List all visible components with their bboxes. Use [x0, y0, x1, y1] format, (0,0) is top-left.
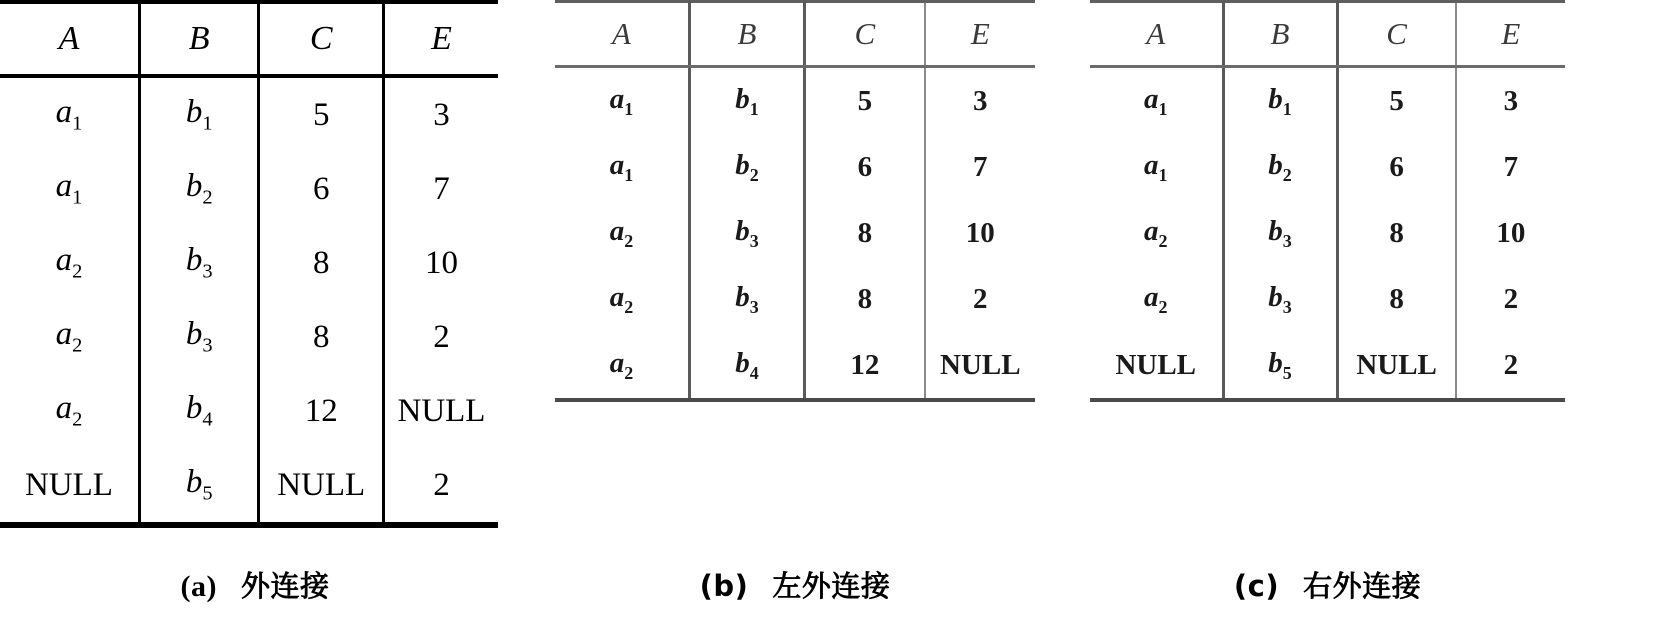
- cell-b: $b_1$: [689, 67, 804, 135]
- column-header-c: C: [805, 2, 925, 67]
- cell-b: $b_1$: [1223, 67, 1337, 135]
- table-row: [0, 374, 498, 448]
- cell-e: 2: [1503, 282, 1519, 315]
- cell-e: 7: [1503, 150, 1519, 183]
- caption-panel-b: [555, 564, 1035, 605]
- cell-a: $a_1$: [1090, 67, 1223, 135]
- cell-c: 8: [259, 300, 384, 374]
- cell-b: $b_5$: [139, 448, 259, 525]
- cell-b: $b_3$: [1223, 200, 1337, 266]
- cell-a: $a_2$: [1090, 266, 1223, 332]
- cell-a: $a_1$: [1090, 134, 1223, 200]
- panel-left-outer-join: [555, 0, 1035, 402]
- column-header-e: E: [383, 2, 498, 76]
- cell-a: $a_2$: [555, 266, 689, 332]
- cell-c: 5: [1337, 67, 1456, 135]
- table-row: [0, 152, 498, 226]
- cell-c: 6: [259, 152, 384, 226]
- cell-c: 8: [1337, 200, 1456, 266]
- cell-a: NULL: [1090, 332, 1223, 400]
- cell-e: NULL: [397, 392, 486, 429]
- caption-label-b: (b): [699, 569, 749, 603]
- cell-c: 8: [805, 266, 925, 332]
- cell-a: $a_2$: [0, 226, 139, 300]
- cell-b: $b_2$: [689, 134, 804, 200]
- cell-c: 12: [805, 332, 925, 400]
- cell-a: $a_2$: [0, 374, 139, 448]
- cell-e: 10: [1496, 216, 1526, 249]
- relation-table-c: [1090, 0, 1565, 402]
- cell-c: 8: [259, 226, 384, 300]
- table-header-row: [0, 2, 498, 76]
- cell-a: $a_1$: [555, 67, 689, 135]
- table-row: [555, 67, 1035, 135]
- cell-c: 8: [805, 200, 925, 266]
- cell-b: $b_1$: [139, 76, 259, 152]
- cell-a: $a_2$: [1090, 200, 1223, 266]
- table-row: [0, 300, 498, 374]
- cell-a: NULL: [0, 448, 139, 525]
- cell-c: 5: [805, 67, 925, 135]
- table-header-row: [1090, 2, 1565, 67]
- cell-a: $a_1$: [0, 76, 139, 152]
- table-row: [555, 266, 1035, 332]
- column-header-b: B: [689, 2, 804, 67]
- cell-b: $b_3$: [1223, 266, 1337, 332]
- table-row: [1090, 134, 1565, 200]
- cell-c: 8: [1337, 266, 1456, 332]
- cell-b: $b_4$: [139, 374, 259, 448]
- table-header-row: [555, 2, 1035, 67]
- caption-text-c: 右外连接: [1303, 569, 1422, 603]
- cell-b: $b_3$: [139, 226, 259, 300]
- table-row: [1090, 67, 1565, 135]
- cell-b: $b_4$: [689, 332, 804, 400]
- caption-panel-c: [1090, 564, 1565, 605]
- cell-e: 2: [433, 318, 450, 355]
- column-header-e: E: [925, 2, 1035, 67]
- cell-c: 5: [259, 76, 384, 152]
- table-row: [1090, 266, 1565, 332]
- column-header-b: B: [139, 2, 259, 76]
- cell-a: $a_2$: [0, 300, 139, 374]
- column-header-c: C: [1337, 2, 1456, 67]
- table-row: [0, 448, 498, 525]
- table-row: [555, 134, 1035, 200]
- panel-right-outer-join: [1090, 0, 1565, 402]
- cell-e: 3: [433, 96, 450, 133]
- cell-a: $a_1$: [555, 134, 689, 200]
- cell-e: 2: [383, 448, 498, 525]
- caption-label-a: (a): [180, 570, 217, 603]
- cell-b: $b_5$: [1223, 332, 1337, 400]
- table-row: [1090, 200, 1565, 266]
- table-row: [0, 226, 498, 300]
- cell-e: 2: [973, 282, 988, 315]
- cell-e: 10: [424, 244, 458, 281]
- cell-a: $a_2$: [555, 200, 689, 266]
- cell-e: 10: [965, 216, 995, 249]
- panel-outer-join: [0, 0, 510, 528]
- cell-b: $b_3$: [689, 200, 804, 266]
- cell-e: 3: [973, 84, 988, 117]
- table-row: [0, 76, 498, 152]
- table-row: [555, 200, 1035, 266]
- caption-text-b: 左外连接: [772, 569, 891, 603]
- cell-b: $b_2$: [139, 152, 259, 226]
- column-header-e: E: [1456, 2, 1565, 67]
- cell-e: 7: [973, 150, 988, 183]
- column-header-a: A: [1090, 2, 1223, 67]
- column-header-c: C: [259, 2, 384, 76]
- caption-label-c: (c): [1233, 569, 1280, 603]
- column-header-a: A: [0, 2, 139, 76]
- cell-b: $b_3$: [139, 300, 259, 374]
- table-row: [1090, 332, 1565, 400]
- cell-e: 2: [1456, 332, 1565, 400]
- column-header-a: A: [555, 2, 689, 67]
- cell-c: 6: [1337, 134, 1456, 200]
- table-row: [555, 332, 1035, 400]
- cell-c: NULL: [259, 448, 384, 525]
- cell-a: $a_1$: [0, 152, 139, 226]
- cell-e: NULL: [925, 332, 1035, 400]
- cell-e: 7: [433, 170, 450, 207]
- cell-c: 12: [259, 374, 384, 448]
- cell-c: NULL: [1337, 332, 1456, 400]
- cell-c: 6: [805, 134, 925, 200]
- caption-text-a: 外连接: [240, 569, 330, 603]
- cell-e: 3: [1503, 84, 1519, 117]
- cell-a: $a_2$: [555, 332, 689, 400]
- cell-b: $b_2$: [1223, 134, 1337, 200]
- caption-panel-a: [0, 564, 510, 605]
- relation-table-a: [0, 0, 498, 528]
- column-header-b: B: [1223, 2, 1337, 67]
- cell-b: $b_3$: [689, 266, 804, 332]
- relation-table-b: [555, 0, 1035, 402]
